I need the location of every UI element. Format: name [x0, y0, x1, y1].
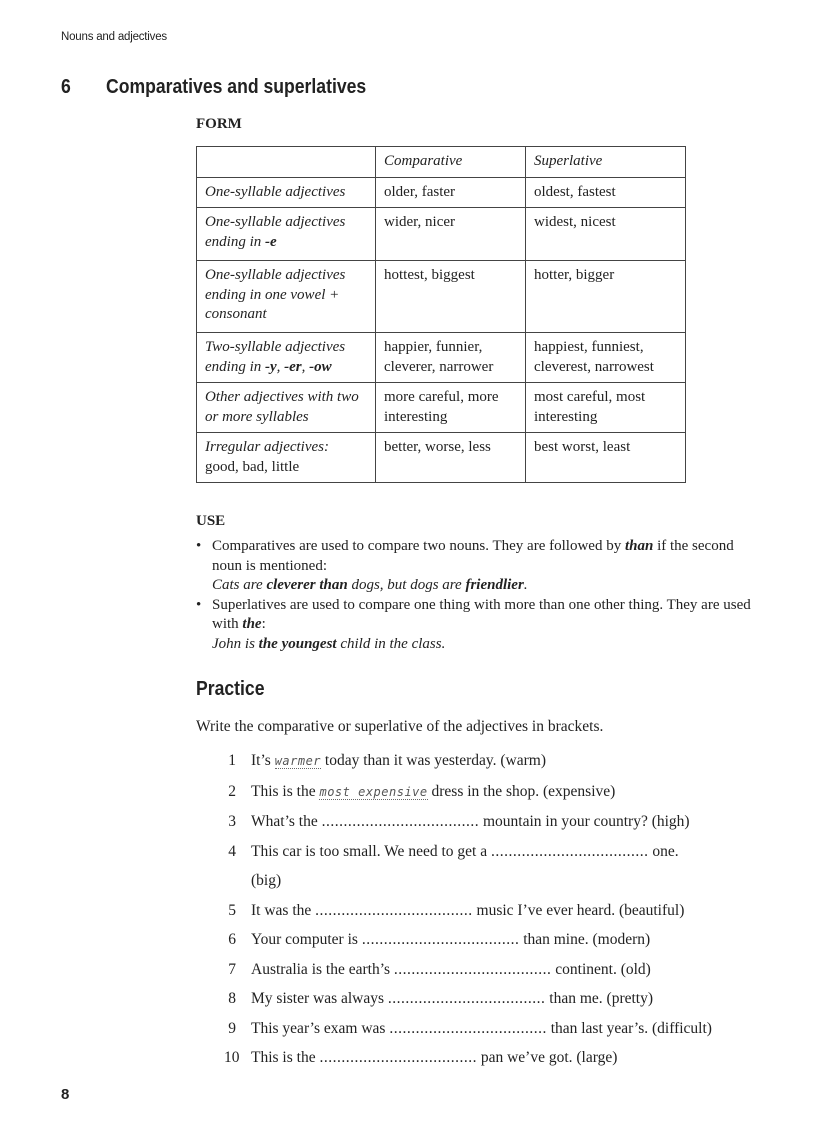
answer-field[interactable]: ....................................	[321, 813, 480, 830]
type-cell: Other adjectives with two or more syllables	[197, 383, 376, 433]
answer-field[interactable]: ....................................	[393, 960, 552, 978]
answer-field[interactable]: most expensive	[319, 784, 428, 799]
superlative-cell: oldest, fastest	[526, 177, 686, 208]
section-title: Comparatives and superlatives	[106, 76, 367, 98]
exercise-item: 2 This is the most expensive dress in the shop. (expensive)	[228, 782, 616, 800]
table-row	[197, 383, 686, 433]
header-cell-superlative: Superlative	[526, 147, 686, 178]
table-row	[197, 261, 686, 333]
exercise-item: 7 Australia is the earth’s .................................... continent. (old)	[228, 960, 651, 978]
comparative-cell: hottest, biggest	[376, 261, 526, 333]
superlative-cell: widest, nicest	[526, 208, 686, 261]
comparative-cell: wider, nicer	[376, 208, 526, 261]
table-row	[197, 208, 686, 261]
comparative-cell: better, worse, less	[376, 433, 526, 483]
answer-field[interactable]: ....................................	[319, 1049, 477, 1066]
type-cell: One-syllable adjectives	[197, 177, 376, 208]
form-table	[196, 146, 686, 483]
type-cell: Two-syllable adjectives ending in -y, -er, -ow	[197, 333, 376, 383]
example-sentence: Cats are cleverer than dogs, but dogs are friendlier.	[212, 577, 528, 593]
superlative-cell: most careful, most interesting	[526, 383, 686, 433]
use-point-superlatives: • Superlatives are used to compare one thing with more than one other thing. They are used with the: John is the youngest child in the class.	[196, 596, 751, 652]
header-cell-empty	[197, 147, 376, 178]
use-list	[196, 537, 766, 654]
type-cell: Irregular adjectives: good, bad, little	[197, 433, 376, 483]
table-row	[197, 333, 686, 383]
exercise-item: 1 It’s warmer today than it was yesterday. (warm)	[228, 752, 547, 769]
form-heading: FORM	[196, 116, 242, 132]
exercise-item: 10 This is the .................................... pan we’ve got. (large)	[224, 1049, 618, 1066]
comparative-cell: more careful, more interesting	[376, 383, 526, 433]
header-cell-comparative: Comparative	[376, 147, 526, 178]
bullet-icon: •	[196, 538, 202, 554]
exercise-item: 6 Your computer is .................................... than mine. (modern)	[228, 931, 651, 948]
superlative-cell: best worst, least	[526, 433, 686, 483]
exercise-item: 3 What’s the .................................... mountain in your country? (high)	[228, 813, 690, 830]
table-row	[197, 433, 686, 483]
exercise-list	[224, 746, 784, 1073]
answer-field[interactable]: ....................................	[389, 1019, 547, 1037]
exercise-item: 8 My sister was always .................................... than me. (pretty)	[228, 990, 654, 1007]
answer-field[interactable]: ....................................	[361, 931, 520, 948]
practice-heading: Practice	[196, 678, 265, 700]
use-point-comparatives: • Comparatives are used to compare two nouns. They are followed by than if the second noun is mentioned: Cats are cleverer than dogs, but dogs are friendlier.	[196, 538, 734, 593]
exercise-item: 9 This year’s exam was .................................... than last year’s. (difficult)	[228, 1019, 712, 1037]
type-cell: One-syllable adjectives ending in -e	[197, 208, 376, 261]
comparative-cell: older, faster	[376, 177, 526, 208]
answer-field[interactable]: warmer	[274, 754, 322, 768]
exercise-item: 4 This car is too small. We need to get a .................................... one. (big)	[228, 842, 679, 889]
answer-field[interactable]: ....................................	[387, 990, 546, 1007]
running-head: Nouns and adjectives	[61, 31, 167, 43]
comparative-cell: happier, funnier, cleverer, narrower	[376, 333, 526, 383]
section-number: 6	[61, 76, 71, 98]
answer-field[interactable]: ....................................	[490, 842, 649, 860]
use-heading: USE	[196, 513, 226, 529]
superlative-cell: happiest, funniest, cleverest, narrowest	[526, 333, 686, 383]
type-cell: One-syllable adjectives ending in one vowel + consonant	[197, 261, 376, 333]
page-number: 8	[61, 1086, 70, 1103]
table-row	[197, 177, 686, 208]
example-sentence: John is the youngest child in the class.	[212, 635, 446, 652]
bullet-icon: •	[196, 596, 202, 613]
exercise-item: 5 It was the .................................... music I’ve ever heard. (beautiful)	[228, 901, 685, 919]
answer-field[interactable]: ....................................	[315, 901, 473, 919]
practice-instruction: Write the comparative or superlative of the adjectives in brackets.	[196, 718, 604, 735]
table-header-row	[197, 147, 686, 178]
superlative-cell: hotter, bigger	[526, 261, 686, 333]
